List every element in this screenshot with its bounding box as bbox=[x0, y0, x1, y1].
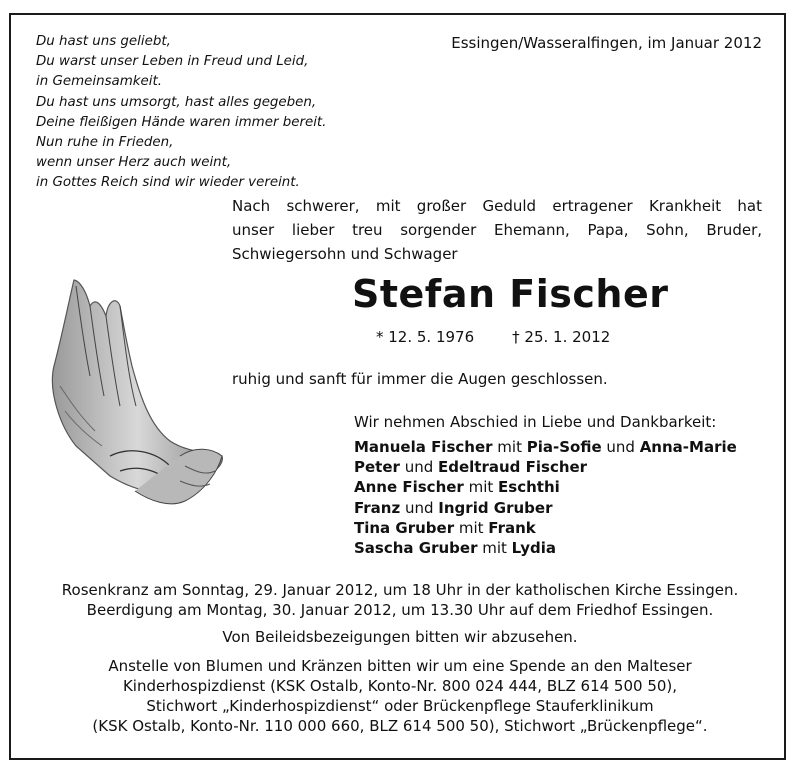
donation-line: (KSK Ostalb, Konto-Nr. 110 000 660, BLZ 614 500 50), Stichwort „Brückenpflege“. bbox=[92, 717, 708, 735]
praying-hands-illustration bbox=[40, 276, 230, 516]
poem-line: Du warst unser Leben in Freud und Leid, bbox=[36, 54, 309, 70]
poem bbox=[36, 32, 326, 194]
closing-line: ruhig und sanft für immer die Augen geschlossen. bbox=[232, 370, 608, 388]
mourner-line: Anne Fischer mit Eschthi bbox=[354, 478, 560, 497]
poem-line: Nun ruhe in Frieden, bbox=[36, 135, 174, 151]
mourners-list bbox=[354, 437, 737, 558]
poem-line: Deine fleißigen Hände waren immer bereit. bbox=[36, 114, 327, 130]
rosary-line: Rosenkranz am Sonntag, 29. Januar 2012, um 18 Uhr in der katholischen Kirche Essingen. bbox=[61, 581, 739, 599]
mourner-line: Tina Gruber mit Frank bbox=[354, 518, 536, 537]
poem-line: Du hast uns geliebt, bbox=[36, 34, 171, 49]
life-dates bbox=[376, 328, 610, 346]
death-date: † 25. 1. 2012 bbox=[512, 328, 611, 346]
mourner-line: Manuela Fischer mit Pia-Sofie und Anna-Marie bbox=[354, 438, 737, 456]
poem-line: in Gottes Reich sind wir wieder vereint. bbox=[36, 175, 300, 191]
intro-text bbox=[232, 194, 762, 266]
donation-line: Kinderhospizdienst (KSK Ostalb, Konto-Nr. 800 024 444, BLZ 614 500 50), bbox=[122, 677, 678, 695]
mourner-line: Peter und Edeltraud Fischer bbox=[354, 458, 588, 477]
funeral-line: Beerdigung am Montag, 30. Januar 2012, um 13.30 Uhr auf dem Friedhof Essingen. bbox=[86, 601, 714, 619]
services-info bbox=[0, 580, 800, 620]
intro-line: Nach schwerer, mit großer Geduld ertragener Krankheit hat bbox=[232, 197, 762, 215]
condolence-note: Von Beileidsbezeigungen bitten wir abzusehen. bbox=[222, 628, 578, 646]
mourner-line: Sascha Gruber mit Lydia bbox=[354, 539, 556, 558]
intro-line: unser lieber treu sorgender Ehemann, Papa, Sohn, Bruder, bbox=[232, 221, 762, 239]
poem-line: wenn unser Herz auch weint, bbox=[36, 155, 232, 171]
donation-line: Stichwort „Kinderhospizdienst“ oder Brückenpflege Stauferklinikum bbox=[146, 697, 654, 715]
farewell-line: Wir nehmen Abschied in Liebe und Dankbarkeit: bbox=[354, 413, 717, 431]
birth-date: * 12. 5. 1976 bbox=[376, 328, 475, 346]
donation-info bbox=[0, 656, 800, 736]
intro-line: Schwiegersohn und Schwager bbox=[232, 245, 458, 263]
poem-line: in Gemeinsamkeit. bbox=[36, 74, 163, 90]
place-date: Essingen/Wasseralfingen, im Januar 2012 bbox=[451, 34, 762, 52]
deceased-name: Stefan Fischer bbox=[352, 272, 669, 316]
poem-line: Du hast uns umsorgt, hast alles gegeben, bbox=[36, 94, 317, 110]
donation-line: Anstelle von Blumen und Kränzen bitten wir um eine Spende an den Malteser bbox=[108, 657, 692, 675]
mourner-line: Franz und Ingrid Gruber bbox=[354, 498, 553, 517]
